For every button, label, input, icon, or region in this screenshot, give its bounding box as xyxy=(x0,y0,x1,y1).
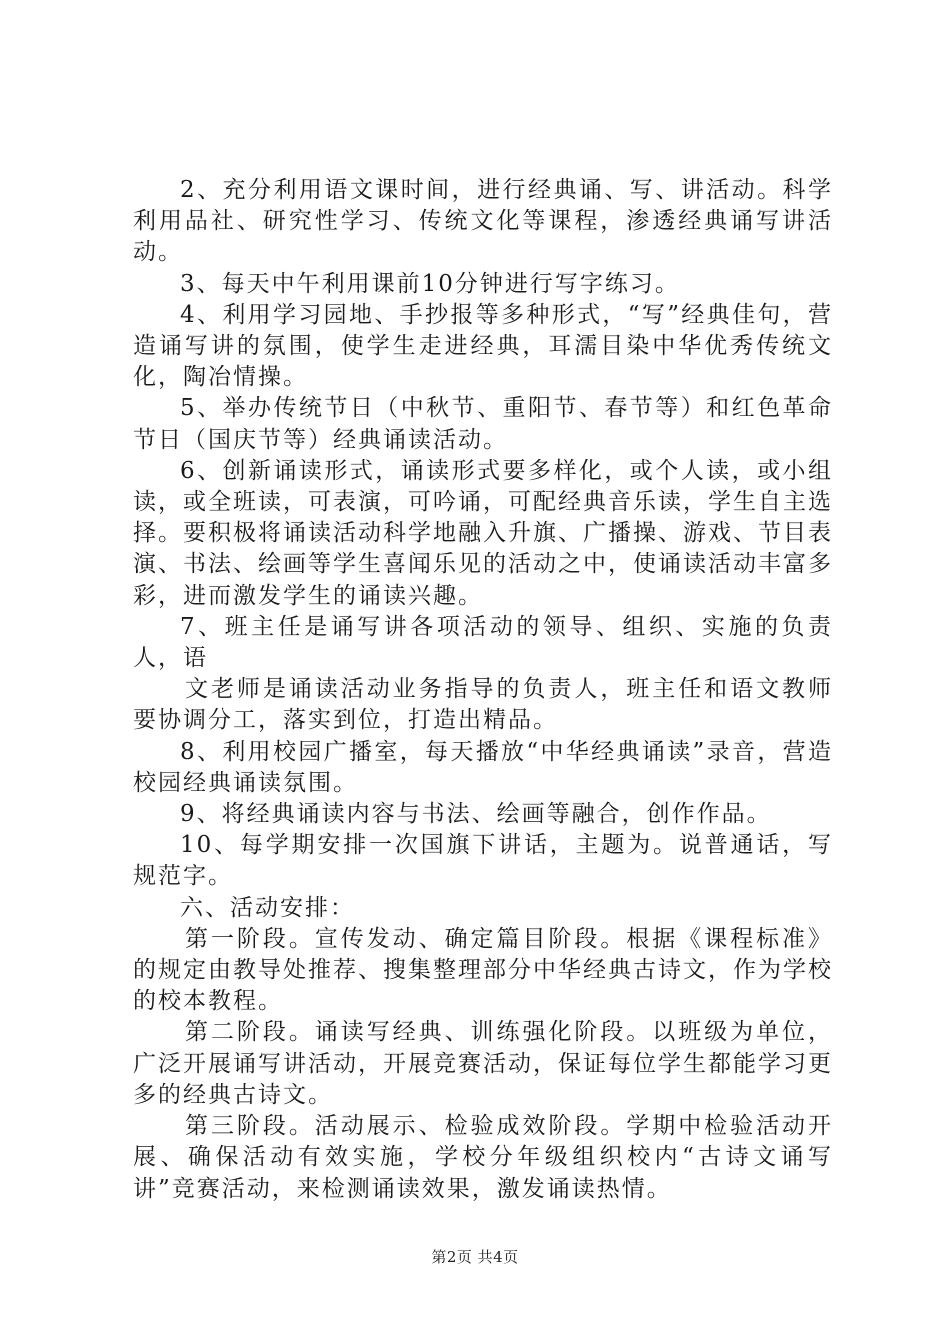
paragraph-item-10: 10、每学期安排一次国旗下讲话，主题为。说普通话，写规范字。 xyxy=(133,832,833,890)
paragraph-stage-1: 第一阶段。宣传发动、确定篇目阶段。根据《课程标准》的规定由教导处推荐、搜集整理部分中华经典古诗文，作为学校的校本教程。 xyxy=(133,925,833,1015)
paragraph-item-2: 2、充分利用语文课时间，进行经典诵、写、讲活动。科学利用品社、研究性学习、传统文化等课程，渗透经典诵写讲活动。 xyxy=(133,177,833,266)
page-footer xyxy=(0,1246,950,1267)
paragraph-item-6: 6、创新诵读形式，诵读形式要多样化，或个人读，或小组读，或全班读，可表演，可吟诵，可配经典音乐读，学生自主选择。要积极将诵读活动科学地融入升旗、广播操、游戏、节目表演、书法、绘画等学生喜闻乐见的活动之中，使诵读活动丰富多彩，进而激发学生的诵读兴趣。 xyxy=(133,457,833,609)
section-heading-activity-schedule: 六、活动安排： xyxy=(180,894,355,921)
paragraph-stage-2: 第二阶段。诵读写经典、训练强化阶段。以班级为单位，广泛开展诵写讲活动，开展竞赛活动，保证每位学生都能学习更多的经典古诗文。 xyxy=(133,1019,833,1108)
paragraph-item-5: 5、举办传统节日（中秋节、重阳节、春节等）和红色革命节日（国庆节等）经典诵读活动。 xyxy=(133,395,833,453)
paragraph-stage-3: 第三阶段。活动展示、检验成效阶段。学期中检验活动开展、确保活动有效实施，学校分年级组织校内“古诗文诵写讲”竞赛活动，来检测诵读效果，激发诵读热情。 xyxy=(133,1113,833,1202)
page-number-label: 第2页 共4页 xyxy=(431,1248,519,1266)
paragraph-item-9: 9、将经典诵读内容与书法、绘画等融合，创作作品。 xyxy=(180,801,772,828)
paragraph-item-8: 8、利用校园广播室，每天播放“中华经典诵读”录音，营造校园经典诵读氛围。 xyxy=(133,738,833,796)
paragraph-item-3: 3、每天中午利用课前10分钟进行写字练习。 xyxy=(180,270,680,297)
paragraph-item-4: 4、利用学习园地、手抄报等多种形式，“写”经典佳句，营造诵写讲的氛围，使学生走进经典，耳濡目染中华优秀传统文化，陶冶情操。 xyxy=(133,301,833,391)
paragraph-item-7-continued: 文老师是诵读活动业务指导的负责人，班主任和语文教师要协调分工，落实到位，打造出精品。 xyxy=(133,676,833,734)
document-body xyxy=(133,175,833,1205)
paragraph-item-7: 7、班主任是诵写讲各项活动的领导、组织、实施的负责人，语 xyxy=(133,613,833,672)
